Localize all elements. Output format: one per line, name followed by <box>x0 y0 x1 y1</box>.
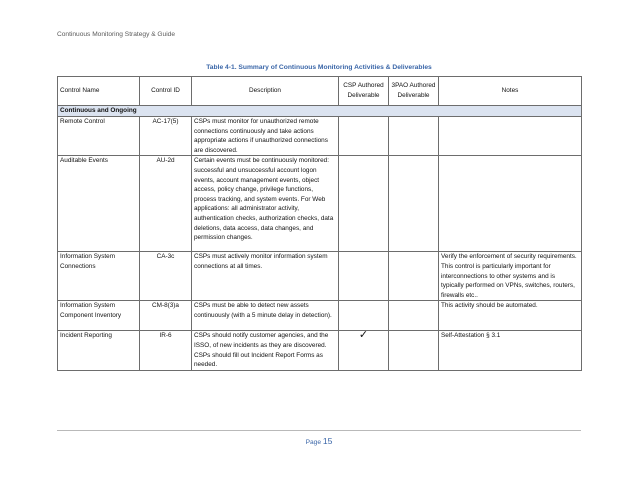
section-title: Continuous and Ongoing <box>58 106 582 117</box>
column-header-notes: Notes <box>439 77 582 106</box>
csp-deliverable-cell <box>339 252 389 301</box>
column-header-description: Description <box>192 77 339 106</box>
control-id-cell: IR-6 <box>140 331 192 371</box>
table-row <box>58 301 582 331</box>
section-row <box>58 106 582 117</box>
control-id-cell: AU-2d <box>140 156 192 252</box>
description-cell: CSPs should notify customer agencies, and the ISSO, of new incidents as they are discovered. CSPs should fill out Incident Report Forms as needed. <box>192 331 339 371</box>
csp-deliverable-cell <box>339 301 389 331</box>
activities-table <box>57 76 582 371</box>
running-header: Continuous Monitoring Strategy & Guide <box>57 31 176 38</box>
page-number-value: 15 <box>322 436 333 446</box>
3pao-deliverable-cell <box>389 117 439 156</box>
control-id-cell: CA-3c <box>140 252 192 301</box>
control-id-cell: AC-17(5) <box>140 117 192 156</box>
csp-deliverable-cell: ✓ <box>339 331 389 371</box>
table-row <box>58 117 582 156</box>
3pao-deliverable-cell <box>389 301 439 331</box>
column-header-control-id: Control ID <box>140 77 192 106</box>
control-name-cell: Auditable Events <box>58 156 140 252</box>
3pao-deliverable-cell <box>389 252 439 301</box>
control-name-cell: Information System Component Inventory <box>58 301 140 331</box>
column-header-3pao-deliverable: 3PAO Authored Deliverable <box>389 77 439 106</box>
table-row <box>58 252 582 301</box>
3pao-deliverable-cell <box>389 331 439 371</box>
3pao-deliverable-cell <box>389 156 439 252</box>
table-header-row <box>58 77 582 106</box>
description-cell: CSPs must monitor for unauthorized remote connections continuously and take actions appropriate actions if unauthorized connections are discovered. <box>192 117 339 156</box>
csp-deliverable-cell <box>339 117 389 156</box>
column-header-csp-deliverable: CSP Authored Deliverable <box>339 77 389 106</box>
page-label: Page <box>305 439 321 446</box>
control-name-cell: Remote Control <box>58 117 140 156</box>
notes-cell <box>439 156 582 252</box>
control-id-cell: CM-8(3)a <box>140 301 192 331</box>
table-caption: Table 4-1. Summary of Continuous Monitoring Activities & Deliverables <box>206 64 432 71</box>
notes-cell: Verify the enforcement of security requirements. This control is particularly important for interconnections to other systems and is typically performed on VPNs, switches, routers, firewalls etc.. <box>439 252 582 301</box>
csp-deliverable-cell <box>339 156 389 252</box>
notes-cell <box>439 117 582 156</box>
column-header-control-name: Control Name <box>58 77 140 106</box>
description-cell: CSPs must actively monitor information system connections at all times. <box>192 252 339 301</box>
description-cell: Certain events must be continuously monitored: successful and unsuccessful account logon events, account management events, object access, policy change, privilege functions, process tracking, and system events. For Web applications: all administrator activity, authentication checks, authorization checks, data deletions, data access, data changes, and permission changes. <box>192 156 339 252</box>
notes-cell: Self-Attestation § 3.1 <box>439 331 582 371</box>
table-row <box>58 331 582 371</box>
control-name-cell: Information System Connections <box>58 252 140 301</box>
page-number <box>0 436 638 446</box>
footer-divider <box>57 430 581 431</box>
table-row <box>58 156 582 252</box>
notes-cell: This activity should be automated. <box>439 301 582 331</box>
control-name-cell: Incident Reporting <box>58 331 140 371</box>
description-cell: CSPs must be able to detect new assets continuously (with a 5 minute delay in detection). <box>192 301 339 331</box>
